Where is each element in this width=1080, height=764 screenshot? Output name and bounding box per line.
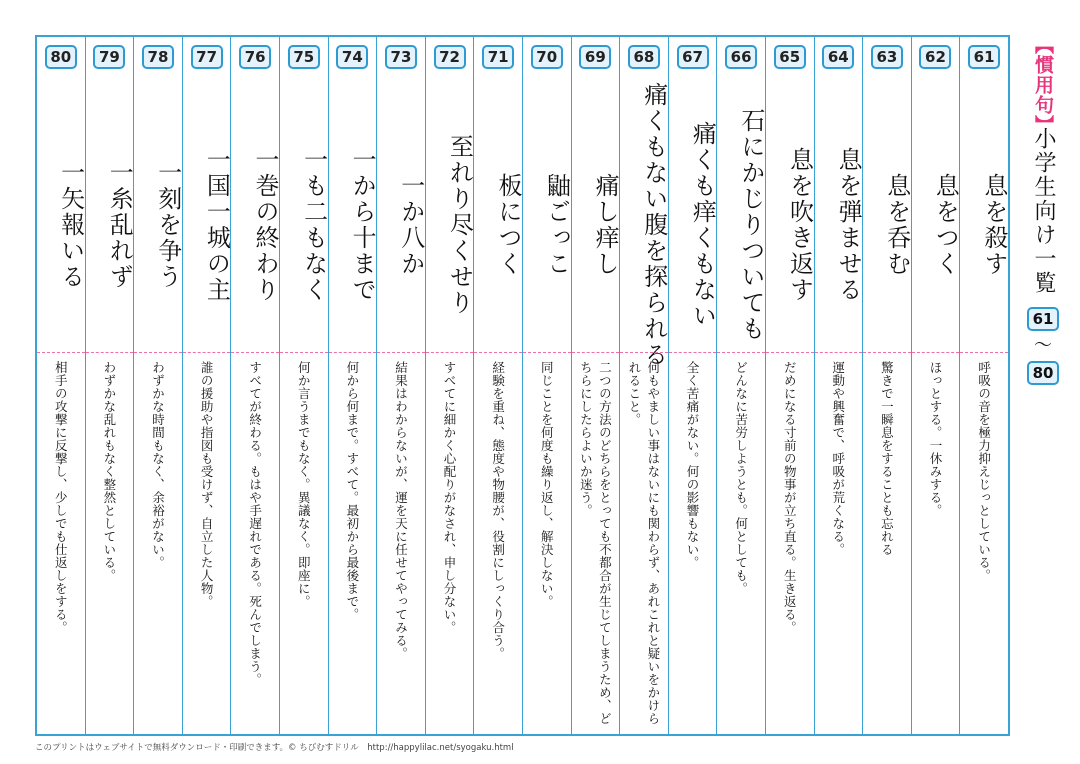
dashed-divider <box>377 352 425 353</box>
idiom-meaning: どんなに苦労しようとも。何としても。 <box>733 361 749 595</box>
idiom-phrase: 鼬ごっこ <box>542 173 571 277</box>
idiom-number: 66 <box>725 45 757 69</box>
dashed-divider <box>329 352 377 353</box>
idiom-meaning: だめになる寸前の物事が立ち直る。生き返る。 <box>782 361 798 634</box>
idiom-phrase: 息をつく <box>931 173 960 277</box>
category-label: 【慣用句】 <box>1032 35 1054 135</box>
idiom-number: 73 <box>385 45 417 69</box>
idiom-meaning: 結果はわからないが、運を天に任せてやってみる。 <box>393 361 409 660</box>
idiom-column <box>815 37 864 734</box>
idiom-column <box>280 37 329 734</box>
idiom-meaning: 運動や興奮で、呼吸が荒くなる。 <box>830 361 846 556</box>
idiom-phrase: 一から十まで <box>348 147 377 303</box>
idiom-column <box>426 37 475 734</box>
idiom-number: 63 <box>871 45 903 69</box>
idiom-column <box>377 37 426 734</box>
idiom-column <box>231 37 280 734</box>
idiom-meaning: わずかな乱れもなく整然としている。 <box>101 361 117 582</box>
idiom-column <box>329 37 378 734</box>
idiom-phrase: 一矢報いる <box>56 160 85 290</box>
dashed-divider <box>37 352 85 353</box>
dashed-divider <box>426 352 474 353</box>
idiom-meaning: 何から何まで。すべて。最初から最後まで。 <box>344 361 360 621</box>
idiom-column <box>717 37 766 734</box>
idiom-phrase: 石にかじりついても <box>736 108 765 342</box>
idiom-number: 68 <box>628 45 660 69</box>
idiom-meaning: わずかな時間もなく、余裕がない。 <box>150 361 166 569</box>
idiom-meaning: 二つの方法のどちらをとっても不都合が生じてしまうため、どちらにしたらよいか迷う。 <box>578 361 613 725</box>
idiom-phrase: 一糸乱れず <box>105 160 134 290</box>
idiom-number: 78 <box>142 45 174 69</box>
idiom-phrase: 一か八か <box>396 173 425 277</box>
idiom-phrase: 至れり尽くせり <box>445 134 474 316</box>
idiom-column <box>474 37 523 734</box>
idiom-number: 77 <box>191 45 223 69</box>
idiom-meaning: すべてに細かく心配りがなされ、申し分ない。 <box>442 361 458 634</box>
dashed-divider <box>815 352 863 353</box>
idiom-number: 70 <box>531 45 563 69</box>
idiom-meaning: 同じことを何度も繰り返し、解決しない。 <box>539 361 555 608</box>
idiom-column <box>86 37 135 734</box>
dashed-divider <box>280 352 328 353</box>
idiom-phrase: 痛し痒し <box>591 173 620 277</box>
idiom-phrase: 痛くも痒くもない <box>688 121 717 329</box>
dashed-divider <box>231 352 279 353</box>
idiom-meaning: 呼吸の音を極力抑えじっとしている。 <box>976 361 992 582</box>
idiom-number: 62 <box>919 45 951 69</box>
idiom-number: 61 <box>968 45 1000 69</box>
idiom-number: 79 <box>93 45 125 69</box>
idiom-meaning: ほっとする。一休みする。 <box>927 361 943 517</box>
idiom-column <box>912 37 961 734</box>
idiom-phrase: 痛くもない腹を探られる <box>639 82 668 368</box>
idiom-column <box>863 37 912 734</box>
range-start-badge: 61 <box>1027 307 1059 331</box>
dashed-divider <box>523 352 571 353</box>
idiom-meaning: 誰の援助や指図も受けず、自立した人物。 <box>199 361 215 608</box>
idiom-column <box>523 37 572 734</box>
idiom-phrase: 一国一城の主 <box>202 147 231 303</box>
dashed-divider <box>766 352 814 353</box>
idiom-column <box>766 37 815 734</box>
idiom-number: 64 <box>822 45 854 69</box>
page-title: 小学生向け一覧 <box>1031 127 1056 295</box>
dashed-divider <box>717 352 765 353</box>
idiom-phrase: 一も二もなく <box>299 147 328 303</box>
idiom-column <box>37 37 86 734</box>
idiom-column <box>572 37 621 734</box>
dashed-divider <box>474 352 522 353</box>
idiom-column <box>669 37 718 734</box>
dashed-divider <box>86 352 134 353</box>
idiom-number: 74 <box>336 45 368 69</box>
idiom-number: 76 <box>239 45 271 69</box>
idiom-sheet <box>35 35 1010 736</box>
idiom-number: 72 <box>434 45 466 69</box>
idiom-phrase: 一巻の終わり <box>250 147 279 303</box>
idiom-number: 71 <box>482 45 514 69</box>
idiom-number: 65 <box>774 45 806 69</box>
idiom-number: 67 <box>677 45 709 69</box>
idiom-meaning: 何もやましい事はないにも関わらず、あれこれと疑いをかけられること。 <box>626 361 661 725</box>
range-end-badge: 80 <box>1027 361 1059 385</box>
idiom-column <box>620 37 669 734</box>
dashed-divider <box>134 352 182 353</box>
idiom-phrase: 一刻を争う <box>153 160 182 290</box>
range-separator: ～ <box>1034 335 1052 356</box>
idiom-phrase: 息を殺す <box>979 173 1008 277</box>
idiom-number: 80 <box>45 45 77 69</box>
idiom-meaning: 驚きで一瞬息をすることも忘れる <box>879 361 895 556</box>
idiom-meaning: 経験を重ね、態度や物腰が、役割にしっくり合う。 <box>490 361 506 660</box>
idiom-meaning: 全く苦痛がない。何の影響もない。 <box>685 361 701 569</box>
dashed-divider <box>912 352 960 353</box>
dashed-divider <box>669 352 717 353</box>
dashed-divider <box>960 352 1008 353</box>
dashed-divider <box>863 352 911 353</box>
footer-note: このプリントはウェブサイトで無料ダウンロード・印刷できます。© ちびむすドリル http://happylilac.net/syogaku.html <box>35 743 514 753</box>
idiom-meaning: 何か言うまでもなく。異議なく。即座に。 <box>296 361 312 608</box>
idiom-number: 69 <box>579 45 611 69</box>
idiom-meaning: 相手の攻撃に反撃し、少しでも仕返しをする。 <box>53 361 69 634</box>
idiom-column <box>960 37 1008 734</box>
idiom-number: 75 <box>288 45 320 69</box>
idiom-column <box>134 37 183 734</box>
dashed-divider <box>572 352 620 353</box>
side-heading <box>1023 35 1063 395</box>
idiom-column <box>183 37 232 734</box>
idiom-phrase: 板につく <box>493 173 522 277</box>
idiom-meaning: すべてが終わる。もはや手遅れである。死んでしまう。 <box>247 361 263 686</box>
dashed-divider <box>620 352 668 353</box>
dashed-divider <box>183 352 231 353</box>
idiom-phrase: 息を吹き返す <box>785 147 814 303</box>
idiom-phrase: 息を呑む <box>882 173 911 277</box>
idiom-phrase: 息を弾ませる <box>834 147 863 303</box>
